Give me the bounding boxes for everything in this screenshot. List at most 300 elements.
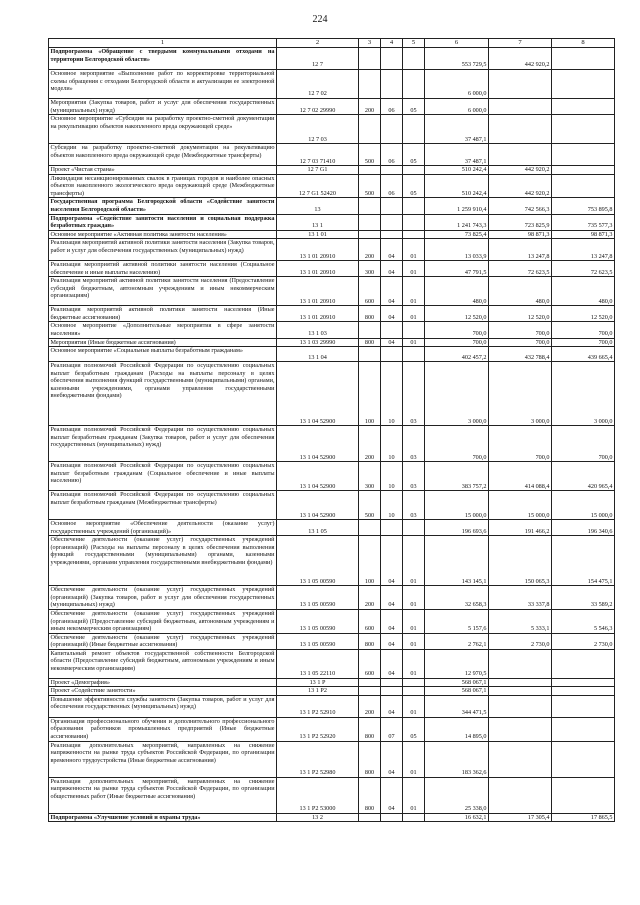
row-subsection-cell: 01 xyxy=(403,695,425,717)
row-expense-type-cell xyxy=(359,687,381,696)
row-amount-col7-cell: 191 466,2 xyxy=(489,520,552,536)
row-section-cell xyxy=(381,322,403,338)
row-name-cell: Обеспечение деятельности (оказание услуг) государственных учреждений (организаций) (Закупка товаров, работ и услуг для обеспечения государственных (муниципальных) нужд) xyxy=(50,586,275,609)
row-amount-col8-cell xyxy=(552,678,615,687)
row-amount-col7-cell: 442 920,2 xyxy=(489,166,552,175)
row-section-cell xyxy=(381,70,403,99)
row-amount-col8-cell: 753 895,8 xyxy=(552,198,615,214)
table-row xyxy=(49,174,615,198)
row-section-cell xyxy=(381,214,403,230)
row-amount-col7-cell xyxy=(489,99,552,115)
row-name-cell: Реализация дополнительных мероприятий, направленных на снижение напряженности на рынке труда субъектов Российской Федерации, по организации временного трудоустройства (Иные бюджетные ассигнования) xyxy=(49,741,277,777)
row-amount-col8-cell: 700,0 xyxy=(552,426,615,462)
row-expense-type-cell: 200 xyxy=(359,426,381,462)
row-name-cell: Реализация мероприятий активной политики занятости населения (Предоставление субсидий бюджетным, автономным учреждениям и иным некоммерческим организациям) xyxy=(49,277,277,306)
row-name-cell: Основное мероприятие «Обеспечение деятельности (оказание услуг) государственных учреждений (организаций)» xyxy=(50,520,275,535)
row-amount-col8-cell: 420 965,4 xyxy=(552,462,615,491)
row-amount-col8-cell: 700,0 xyxy=(552,322,615,338)
table-body xyxy=(49,48,615,822)
row-name-cell: Государственная программа Белгородской области «Содействие занятости населения Белгородской области» xyxy=(50,198,275,213)
row-amount-col6-cell: 700,0 xyxy=(425,426,489,462)
row-amount-col6-cell: 568 067,1 xyxy=(425,678,489,687)
table-row xyxy=(49,362,615,426)
row-expense-type-cell xyxy=(359,322,381,338)
row-section-cell: 06 xyxy=(381,99,403,115)
table-row xyxy=(49,649,615,678)
row-amount-col8-cell xyxy=(552,687,615,696)
row-amount-col7-cell: 700,0 xyxy=(489,426,552,462)
table-row xyxy=(49,214,615,230)
column-header-5: 5 xyxy=(403,39,425,48)
row-amount-col8-cell xyxy=(552,144,615,166)
row-amount-col8-cell xyxy=(552,649,615,678)
row-amount-col6-cell: 6 000,0 xyxy=(425,70,489,99)
row-amount-col6-cell: 553 729,5 xyxy=(425,48,489,70)
row-code-cell: 13 1 01 20910 xyxy=(277,277,359,306)
row-section-cell: 06 xyxy=(381,144,403,166)
row-expense-type-cell: 500 xyxy=(359,174,381,198)
row-name-cell: Реализация полномочий Российской Федерации по осуществлению социальных выплат безработным гражданам (Закупка товаров, работ и услуг для обеспечения государственных (муниципальных) нужд) xyxy=(49,426,277,462)
row-name-cell: Проект «Содействие занятости» xyxy=(49,687,277,696)
row-code-cell: 12 7 03 71410 xyxy=(277,144,359,166)
row-amount-col7-cell xyxy=(489,741,552,777)
row-name-cell: Обеспечение деятельности (оказание услуг) государственных учреждений (организаций) (Предоставление субсидий бюджетным, автономным учреждениям и иным некоммерческим организациям) xyxy=(50,609,275,633)
row-amount-col8-cell: 72 623,5 xyxy=(552,261,615,277)
row-amount-col8-cell xyxy=(552,717,615,741)
row-code-cell: 13 1 04 52900 xyxy=(277,491,359,520)
row-subsection-cell xyxy=(403,687,425,696)
table-row xyxy=(49,520,615,536)
row-section-cell: 10 xyxy=(381,462,403,491)
row-amount-col6-cell: 37 487,1 xyxy=(425,115,489,144)
row-section-cell: 04 xyxy=(381,695,403,717)
row-name-cell: Основное мероприятие «Субсидия на разработку проектно-сметной документации на рекультивацию объектов накопленного вреда окружающей среде» xyxy=(49,115,277,144)
row-subsection-cell xyxy=(403,678,425,687)
row-amount-col7-cell: 432 788,4 xyxy=(489,347,552,362)
row-subsection-cell: 01 xyxy=(403,633,425,649)
row-subsection-cell xyxy=(403,70,425,99)
table-row xyxy=(49,115,615,144)
table-row xyxy=(49,198,615,214)
row-expense-type-cell: 300 xyxy=(359,261,381,277)
row-amount-col6-cell: 383 757,2 xyxy=(425,462,489,491)
row-code-cell: 12 7 G1 xyxy=(277,166,359,175)
row-amount-col6-cell: 12 520,0 xyxy=(425,306,489,322)
row-expense-type-cell: 200 xyxy=(359,695,381,717)
row-amount-col6-cell: 402 457,2 xyxy=(425,347,489,362)
row-subsection-cell: 01 xyxy=(403,586,425,610)
row-amount-col6-cell: 14 895,0 xyxy=(425,717,489,741)
row-section-cell: 04 xyxy=(381,306,403,322)
row-subsection-cell: 05 xyxy=(403,174,425,198)
table-row xyxy=(49,322,615,338)
table-row xyxy=(49,338,615,347)
row-amount-col6-cell: 15 000,0 xyxy=(425,491,489,520)
row-name-cell: Реализация полномочий Российской Федерации по осуществлению социальных выплат безработным гражданам (Социальное обеспечение и иные выплаты населению) xyxy=(49,462,277,491)
row-amount-col7-cell xyxy=(489,717,552,741)
row-amount-col7-cell: 3 000,0 xyxy=(489,362,552,426)
row-amount-col7-cell xyxy=(489,695,552,717)
row-name-cell: Обеспечение деятельности (оказание услуг) государственных учреждений (организаций) (Расходы на выплаты персоналу в целях обеспечения выполнения функций государственными (муниципальными) органами, казенными учреждениями, органами управления государственными внебюджетными фондами) xyxy=(49,536,277,586)
row-name-cell: Проект «Демография» xyxy=(49,678,277,687)
row-expense-type-cell: 200 xyxy=(359,99,381,115)
row-amount-col7-cell: 742 566,3 xyxy=(489,198,552,214)
row-amount-col7-cell xyxy=(489,678,552,687)
row-code-cell: 13 1 P2 xyxy=(277,687,359,696)
row-subsection-cell xyxy=(403,198,425,214)
row-name-cell: Реализация мероприятий активной политики занятости населения (Социальное обеспечение и иные выплаты населению) xyxy=(50,261,275,276)
row-expense-type-cell: 800 xyxy=(359,741,381,777)
row-subsection-cell: 03 xyxy=(403,462,425,491)
row-code-cell: 13 1 03 xyxy=(277,322,359,338)
row-code-cell: 13 1 P xyxy=(277,678,359,687)
row-code-cell: 13 1 05 00590 xyxy=(277,633,359,649)
table-row xyxy=(49,230,615,239)
row-expense-type-cell xyxy=(359,70,381,99)
row-subsection-cell: 01 xyxy=(403,261,425,277)
row-section-cell xyxy=(381,198,403,214)
row-amount-col6-cell: 510 242,4 xyxy=(425,166,489,175)
row-amount-col8-cell xyxy=(552,695,615,717)
row-subsection-cell: 03 xyxy=(403,426,425,462)
table-row xyxy=(49,491,615,520)
row-expense-type-cell xyxy=(359,230,381,239)
row-name-cell: Основное мероприятие «Социальные выплаты безработным гражданам» xyxy=(49,347,277,362)
row-amount-col8-cell: 2 730,0 xyxy=(552,633,615,649)
row-subsection-cell: 01 xyxy=(403,277,425,306)
row-amount-col7-cell: 700,0 xyxy=(489,322,552,338)
row-code-cell: 13 1 03 29990 xyxy=(277,338,359,347)
row-subsection-cell xyxy=(403,214,425,230)
row-code-cell: 13 1 01 20910 xyxy=(277,306,359,322)
row-amount-col7-cell xyxy=(489,649,552,678)
column-header-7: 7 xyxy=(489,39,552,48)
table-row xyxy=(49,633,615,649)
row-code-cell: 13 2 xyxy=(277,813,359,822)
row-name-cell: Подпрограмма «Обращение с твердыми коммунальными отходами на территории Белгородской области» xyxy=(49,48,277,70)
table-row xyxy=(49,426,615,462)
row-amount-col6-cell: 6 000,0 xyxy=(425,99,489,115)
row-amount-col8-cell xyxy=(552,48,615,70)
row-name-cell: Основное мероприятие «Дополнительные мероприятия в сфере занятости населения» xyxy=(50,322,275,338)
row-code-cell: 13 xyxy=(277,198,359,214)
row-amount-col8-cell: 98 871,3 xyxy=(552,230,615,239)
row-amount-col7-cell: 414 088,4 xyxy=(489,462,552,491)
table-row xyxy=(49,741,615,777)
row-amount-col6-cell: 1 259 910,4 xyxy=(425,198,489,214)
row-code-cell: 13 1 04 xyxy=(277,347,359,362)
row-amount-col8-cell: 3 000,0 xyxy=(552,362,615,426)
row-subsection-cell: 05 xyxy=(403,717,425,741)
row-code-cell: 13 1 xyxy=(277,214,359,230)
row-code-cell: 12 7 03 xyxy=(277,115,359,144)
row-name-cell: Субсидии на разработку проектно-сметной документации на рекультивацию объектов накопленного вреда окружающей среде (Межбюджетные трансферты) xyxy=(49,144,277,166)
row-name-cell: Повышение эффективности службы занятости (Закупка товаров, работ и услуг для обеспечения государственных (муниципальных) нужд) xyxy=(49,695,277,717)
row-expense-type-cell: 600 xyxy=(359,277,381,306)
row-amount-col6-cell: 196 693,6 xyxy=(425,520,489,536)
row-code-cell: 13 1 05 00590 xyxy=(277,536,359,586)
table-row xyxy=(49,306,615,322)
page-number: 224 xyxy=(312,14,328,25)
row-code-cell: 13 1 05 xyxy=(277,520,359,536)
row-subsection-cell xyxy=(403,166,425,175)
column-header-4: 4 xyxy=(381,39,403,48)
table-row xyxy=(49,813,615,822)
row-code-cell: 13 1 04 52900 xyxy=(277,362,359,426)
row-subsection-cell xyxy=(403,48,425,70)
row-subsection-cell: 03 xyxy=(403,491,425,520)
row-name-cell: Подпрограмма «Улучшение условий и охраны труда» xyxy=(49,813,277,822)
row-amount-col7-cell: 72 623,5 xyxy=(489,261,552,277)
row-amount-col8-cell: 196 340,6 xyxy=(552,520,615,536)
row-amount-col7-cell: 723 825,9 xyxy=(489,214,552,230)
row-amount-col6-cell: 16 632,1 xyxy=(425,813,489,822)
row-amount-col8-cell xyxy=(552,99,615,115)
row-expense-type-cell xyxy=(359,166,381,175)
row-amount-col8-cell xyxy=(552,70,615,99)
table-row xyxy=(49,277,615,306)
row-section-cell: 04 xyxy=(381,633,403,649)
row-expense-type-cell xyxy=(359,214,381,230)
row-amount-col7-cell: 2 730,0 xyxy=(489,633,552,649)
row-subsection-cell: 05 xyxy=(403,99,425,115)
row-expense-type-cell xyxy=(359,678,381,687)
row-subsection-cell xyxy=(403,347,425,362)
row-amount-col7-cell: 13 247,8 xyxy=(489,239,552,261)
row-section-cell xyxy=(381,520,403,536)
table-row xyxy=(49,99,615,115)
row-amount-col6-cell: 700,0 xyxy=(425,322,489,338)
row-subsection-cell: 01 xyxy=(403,649,425,678)
table-row xyxy=(49,48,615,70)
row-amount-col7-cell: 480,0 xyxy=(489,277,552,306)
table-row xyxy=(49,609,615,633)
row-amount-col7-cell: 12 520,0 xyxy=(489,306,552,322)
row-code-cell: 13 1 04 52900 xyxy=(277,462,359,491)
row-amount-col6-cell: 25 338,0 xyxy=(425,777,489,813)
row-amount-col7-cell xyxy=(489,777,552,813)
row-code-cell: 13 1 P2 53000 xyxy=(277,777,359,813)
row-code-cell: 13 1 05 00590 xyxy=(277,586,359,610)
row-section-cell: 06 xyxy=(381,174,403,198)
row-code-cell: 13 1 P2 52920 xyxy=(277,717,359,741)
row-amount-col8-cell xyxy=(552,166,615,175)
row-expense-type-cell: 800 xyxy=(359,633,381,649)
row-expense-type-cell xyxy=(359,48,381,70)
row-amount-col6-cell: 183 362,6 xyxy=(425,741,489,777)
row-subsection-cell xyxy=(403,115,425,144)
table-row xyxy=(49,347,615,362)
column-header-8: 8 xyxy=(552,39,615,48)
row-section-cell xyxy=(381,347,403,362)
table-row xyxy=(49,687,615,696)
row-section-cell: 07 xyxy=(381,717,403,741)
row-section-cell: 04 xyxy=(381,261,403,277)
row-section-cell: 10 xyxy=(381,426,403,462)
table-row xyxy=(49,239,615,261)
row-name-cell: Основное мероприятие «Выполнение работ по корректировке территориальной схемы обращения с отходами Белгородской области и актуализация ее электронной модели» xyxy=(49,70,277,99)
row-amount-col6-cell: 37 487,1 xyxy=(425,144,489,166)
row-amount-col8-cell: 735 577,3 xyxy=(552,214,615,230)
row-code-cell: 12 7 02 29990 xyxy=(277,99,359,115)
row-expense-type-cell: 100 xyxy=(359,362,381,426)
row-amount-col7-cell xyxy=(489,144,552,166)
row-amount-col6-cell: 47 791,5 xyxy=(425,261,489,277)
table-row xyxy=(49,695,615,717)
row-code-cell: 12 7 G1 52420 xyxy=(277,174,359,198)
table-row xyxy=(49,70,615,99)
row-code-cell: 13 1 05 22110 xyxy=(277,649,359,678)
row-amount-col6-cell: 480,0 xyxy=(425,277,489,306)
table-row xyxy=(49,261,615,277)
row-code-cell: 13 1 05 00590 xyxy=(277,609,359,633)
row-section-cell: 04 xyxy=(381,536,403,586)
row-subsection-cell: 01 xyxy=(403,338,425,347)
row-amount-col7-cell: 5 333,1 xyxy=(489,609,552,633)
row-name-cell: Капитальный ремонт объектов государственной собственности Белгородской области (Предоставление субсидий бюджетным, автономным учреждениям и иным некоммерческим организациям) xyxy=(49,649,277,678)
row-expense-type-cell xyxy=(359,115,381,144)
row-section-cell xyxy=(381,813,403,822)
row-subsection-cell: 01 xyxy=(403,306,425,322)
row-name-cell: Реализация мероприятий активной политики занятости населения (Иные бюджетные ассигнования) xyxy=(50,306,275,321)
row-amount-col8-cell: 12 520,0 xyxy=(552,306,615,322)
table-row xyxy=(49,717,615,741)
table-header-row xyxy=(49,39,615,48)
row-name-cell: Основное мероприятие «Активная политика занятости населения» xyxy=(49,230,277,239)
table-row xyxy=(49,777,615,813)
row-expense-type-cell xyxy=(359,520,381,536)
row-amount-col8-cell: 15 000,0 xyxy=(552,491,615,520)
column-header-1: 1 xyxy=(49,39,277,48)
row-name-cell: Мероприятия (Иные бюджетные ассигнования) xyxy=(49,338,277,347)
row-subsection-cell: 05 xyxy=(403,144,425,166)
row-code-cell: 13 1 P2 52980 xyxy=(277,741,359,777)
row-section-cell: 04 xyxy=(381,277,403,306)
row-amount-col8-cell: 13 247,8 xyxy=(552,239,615,261)
row-subsection-cell: 01 xyxy=(403,609,425,633)
row-subsection-cell xyxy=(403,813,425,822)
row-amount-col6-cell: 510 242,4 xyxy=(425,174,489,198)
row-section-cell: 10 xyxy=(381,362,403,426)
row-amount-col7-cell: 150 065,3 xyxy=(489,536,552,586)
row-section-cell: 04 xyxy=(381,338,403,347)
row-name-cell: Обеспечение деятельности (оказание услуг) государственных учреждений (организаций) (Иные бюджетные ассигнования) xyxy=(50,633,275,649)
column-header-2: 2 xyxy=(277,39,359,48)
row-subsection-cell: 01 xyxy=(403,536,425,586)
row-code-cell: 12 7 02 xyxy=(277,70,359,99)
row-section-cell xyxy=(381,230,403,239)
row-section-cell: 04 xyxy=(381,741,403,777)
table-row xyxy=(49,536,615,586)
table-row xyxy=(49,586,615,610)
row-name-cell: Реализация дополнительных мероприятий, направленных на снижение напряженности на рынке труда субъектов Российской Федерации, по организации общественных работ (Иные бюджетные ассигнования) xyxy=(49,777,277,813)
row-expense-type-cell: 800 xyxy=(359,338,381,347)
row-section-cell: 10 xyxy=(381,491,403,520)
row-amount-col7-cell xyxy=(489,687,552,696)
row-name-cell: Реализация полномочий Российской Федерации по осуществлению социальных выплат безработным гражданам (Расходы на выплаты персоналу в целях обеспечения выполнения функций государственными (муниципальными) органами, казенными учреждениями, органами управления государственными внебюджетными фондами) xyxy=(49,362,277,426)
column-header-6: 6 xyxy=(425,39,489,48)
row-name-cell: Реализация полномочий Российской Федерации по осуществлению социальных выплат безработным гражданам (Межбюджетные трансферты) xyxy=(49,491,277,520)
row-amount-col7-cell xyxy=(489,70,552,99)
row-section-cell xyxy=(381,678,403,687)
table-row xyxy=(49,166,615,175)
row-section-cell xyxy=(381,687,403,696)
table-row xyxy=(49,144,615,166)
row-amount-col6-cell: 3 000,0 xyxy=(425,362,489,426)
row-name-cell: Подпрограмма «Содействие занятости населения и социальная поддержка безработных граждан» xyxy=(50,214,275,230)
row-expense-type-cell: 100 xyxy=(359,536,381,586)
row-amount-col6-cell: 12 970,5 xyxy=(425,649,489,678)
row-amount-col7-cell: 98 871,3 xyxy=(489,230,552,239)
row-amount-col8-cell: 17 865,5 xyxy=(552,813,615,822)
row-amount-col7-cell xyxy=(489,115,552,144)
row-expense-type-cell xyxy=(359,347,381,362)
row-code-cell: 13 1 P2 52910 xyxy=(277,695,359,717)
row-subsection-cell: 01 xyxy=(403,777,425,813)
row-expense-type-cell: 800 xyxy=(359,306,381,322)
row-amount-col6-cell: 344 471,5 xyxy=(425,695,489,717)
row-section-cell: 04 xyxy=(381,649,403,678)
row-expense-type-cell: 200 xyxy=(359,586,381,610)
row-amount-col7-cell: 442 920,2 xyxy=(489,48,552,70)
row-section-cell: 04 xyxy=(381,777,403,813)
row-amount-col6-cell: 700,0 xyxy=(425,338,489,347)
row-expense-type-cell xyxy=(359,198,381,214)
row-expense-type-cell: 800 xyxy=(359,777,381,813)
row-amount-col6-cell: 1 241 743,3 xyxy=(425,214,489,230)
row-expense-type-cell: 300 xyxy=(359,462,381,491)
row-amount-col6-cell: 2 762,1 xyxy=(425,633,489,649)
row-amount-col6-cell: 73 825,4 xyxy=(425,230,489,239)
row-amount-col7-cell: 700,0 xyxy=(489,338,552,347)
row-amount-col8-cell: 33 589,2 xyxy=(552,586,615,610)
row-amount-col8-cell: 5 546,3 xyxy=(552,609,615,633)
row-subsection-cell xyxy=(403,322,425,338)
row-section-cell xyxy=(381,166,403,175)
row-amount-col8-cell: 439 665,4 xyxy=(552,347,615,362)
row-code-cell: 13 1 01 20910 xyxy=(277,239,359,261)
row-amount-col6-cell: 5 157,6 xyxy=(425,609,489,633)
row-amount-col6-cell: 13 033,9 xyxy=(425,239,489,261)
row-section-cell: 04 xyxy=(381,239,403,261)
column-header-3: 3 xyxy=(359,39,381,48)
row-amount-col6-cell: 143 145,1 xyxy=(425,536,489,586)
row-amount-col7-cell: 33 337,8 xyxy=(489,586,552,610)
row-expense-type-cell: 600 xyxy=(359,649,381,678)
row-expense-type-cell: 500 xyxy=(359,144,381,166)
row-expense-type-cell: 500 xyxy=(359,491,381,520)
row-subsection-cell xyxy=(403,520,425,536)
row-amount-col8-cell: 700,0 xyxy=(552,338,615,347)
row-section-cell: 04 xyxy=(381,609,403,633)
row-expense-type-cell xyxy=(359,813,381,822)
row-expense-type-cell: 800 xyxy=(359,717,381,741)
table-row xyxy=(49,678,615,687)
row-name-cell: Организация профессионального обучения и дополнительного профессионального образования работников промышленных предприятий (Иные бюджетные ассигнования) xyxy=(50,717,275,741)
row-amount-col8-cell xyxy=(552,741,615,777)
row-code-cell: 13 1 01 xyxy=(277,230,359,239)
row-amount-col8-cell xyxy=(552,115,615,144)
row-subsection-cell: 01 xyxy=(403,239,425,261)
row-amount-col6-cell: 568 067,1 xyxy=(425,687,489,696)
row-amount-col7-cell: 15 000,0 xyxy=(489,491,552,520)
row-subsection-cell: 01 xyxy=(403,741,425,777)
row-name-cell: Мероприятия (Закупка товаров, работ и услуг для обеспечения государственных (муниципальных) нужд) xyxy=(50,99,275,114)
row-amount-col7-cell: 17 305,4 xyxy=(489,813,552,822)
row-name-cell: Реализация мероприятий активной политики занятости населения (Закупка товаров, работ и услуг для обеспечения государственных (муниципальных) нужд) xyxy=(49,239,277,261)
row-amount-col8-cell: 480,0 xyxy=(552,277,615,306)
budget-table xyxy=(48,38,615,822)
